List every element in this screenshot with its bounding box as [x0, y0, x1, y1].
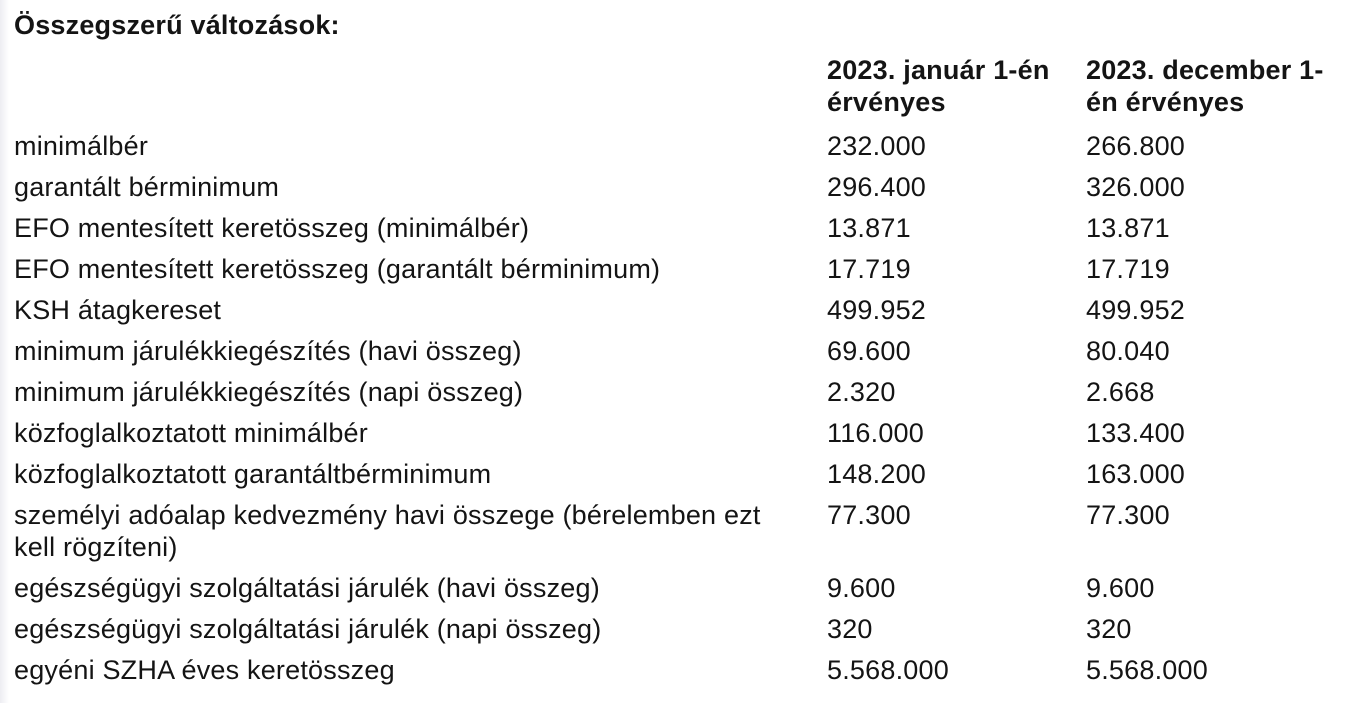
row-label: KSH átagkereset	[14, 295, 222, 325]
column-header-dec	[1086, 54, 1370, 126]
row-value-dec: 326.000	[1086, 172, 1185, 202]
column-header-dec-line1: 2023. december 1-	[1086, 55, 1324, 85]
table-row	[14, 372, 1370, 413]
row-value-jan: 77.300	[827, 500, 911, 530]
row-label: EFO mentesített keretösszeg (garantált bérminimum)	[14, 254, 661, 284]
row-value-dec: 2.668	[1086, 377, 1155, 407]
row-value-jan: 232.000	[827, 131, 926, 161]
row-value-dec: 266.800	[1086, 131, 1185, 161]
row-label: garantált bérminimum	[14, 172, 280, 202]
row-value-jan: 5.568.000	[827, 655, 949, 685]
table-row	[14, 167, 1370, 208]
column-header-jan	[827, 54, 1086, 126]
row-label: minimum járulékkiegészítés (napi összeg)	[14, 377, 524, 407]
row-label: EFO mentesített keretösszeg (minimálbér)	[14, 213, 530, 243]
row-value-dec: 133.400	[1086, 418, 1185, 448]
table-row	[14, 413, 1370, 454]
row-value-jan: 148.200	[827, 459, 926, 489]
table-row	[14, 331, 1370, 372]
column-header-dec-line2: én érvényes	[1086, 87, 1245, 117]
row-value-dec: 163.000	[1086, 459, 1185, 489]
row-value-dec: 80.040	[1086, 336, 1170, 366]
header-spacer	[14, 54, 827, 126]
row-value-jan: 2.320	[827, 377, 896, 407]
row-value-jan: 69.600	[827, 336, 911, 366]
row-value-dec: 5.568.000	[1086, 655, 1208, 685]
table-row	[14, 568, 1370, 609]
row-value-jan: 499.952	[827, 295, 926, 325]
row-value-dec: 17.719	[1086, 254, 1170, 284]
table-row	[14, 495, 1370, 568]
row-label: közfoglalkoztatott minimálbér	[14, 418, 368, 448]
row-label: egészségügyi szolgáltatási járulék (havi összeg)	[14, 573, 600, 603]
table-header-row	[14, 54, 1370, 126]
table-row	[14, 126, 1370, 167]
amounts-table	[14, 54, 1370, 691]
column-header-jan-line2: érvényes	[827, 87, 946, 117]
table-row	[14, 208, 1370, 249]
table-row	[14, 249, 1370, 290]
row-label: minimálbér	[14, 131, 149, 161]
row-label: személyi adóalap kedvezmény havi összege (bérelemben ezt kell rögzíteni)	[14, 500, 761, 562]
row-value-jan: 116.000	[827, 418, 924, 448]
table-row	[14, 609, 1370, 650]
row-value-jan: 296.400	[827, 172, 926, 202]
row-value-jan: 320	[827, 614, 873, 644]
row-label: egyéni SZHA éves keretösszeg	[14, 655, 395, 685]
column-header-jan-line1: 2023. január 1-én	[827, 55, 1050, 85]
row-label: minimum járulékkiegészítés (havi összeg)	[14, 336, 522, 366]
table-row	[14, 650, 1370, 691]
page-title: Összegszerű változások:	[14, 10, 340, 40]
row-label: közfoglalkoztatott garantáltbérminimum	[14, 459, 492, 489]
row-value-jan: 17.719	[827, 254, 911, 284]
row-value-dec: 9.600	[1086, 573, 1155, 603]
row-value-jan: 13.871	[827, 213, 911, 243]
row-value-dec: 320	[1086, 614, 1132, 644]
row-value-dec: 13.871	[1086, 213, 1170, 243]
row-value-dec: 499.952	[1086, 295, 1185, 325]
row-label: egészségügyi szolgáltatási járulék (napi összeg)	[14, 614, 602, 644]
table-row	[14, 454, 1370, 495]
table-row	[14, 290, 1370, 331]
row-value-jan: 9.600	[827, 573, 896, 603]
row-value-dec: 77.300	[1086, 500, 1170, 530]
